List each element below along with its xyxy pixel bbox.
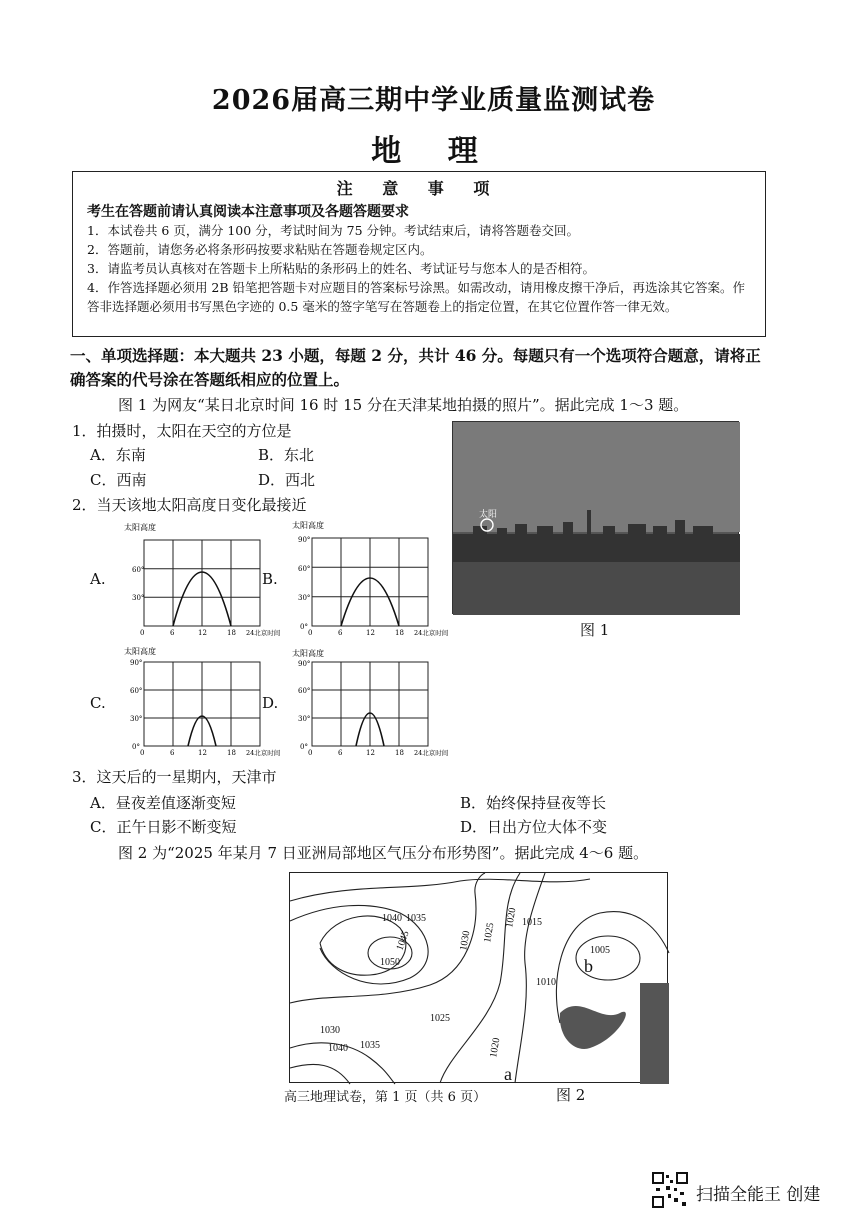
page-footer: 高三地理试卷，第 1 页（共 6 页） [284, 1090, 487, 1105]
y-tick: 60° [298, 687, 311, 695]
x-tick: 18 [395, 749, 404, 757]
point-a-label: a [504, 1064, 512, 1084]
subject-title: 地 理 [371, 134, 496, 169]
figure1-caption: 图 1 [580, 621, 610, 639]
y-tick: 90° [298, 660, 311, 668]
chart-title: 太阳高度 [292, 521, 324, 530]
x-tick: 0 [140, 749, 145, 757]
x-tick: 12 [198, 749, 207, 757]
q2-option-d[interactable]: D. [262, 694, 279, 712]
point-b-label: b [584, 956, 593, 976]
y-tick: 30° [298, 594, 311, 602]
x-tick: 12 [198, 629, 207, 637]
x-tick: 18 [395, 629, 404, 637]
y-tick: 30° [130, 715, 143, 723]
sun-altitude-chart-c [118, 644, 281, 757]
q3-option-a[interactable]: A．昼夜差值逐渐变短 [90, 794, 236, 812]
isobar-label: 1010 [536, 977, 556, 988]
x-tick: 6 [338, 629, 343, 637]
sun-altitude-chart-d [286, 646, 449, 757]
isobar-label: 1015 [522, 917, 542, 928]
isobar-label: 1035 [360, 1040, 380, 1051]
q3-option-d[interactable]: D．日出方位大体不变 [460, 818, 608, 836]
sun-altitude-chart-b [286, 518, 449, 637]
field [453, 562, 740, 615]
y-tick: 0° [300, 623, 308, 631]
x-tick: 24北京时间 [246, 749, 281, 757]
figure2-pressure-map [289, 872, 668, 1083]
x-tick: 24北京时间 [414, 629, 449, 637]
notice-item: 2．答题前，请您务必将条形码按要求粘贴在答题卷规定区内。 [87, 242, 433, 257]
sun-altitude-chart-a [118, 520, 281, 637]
chart-title: 太阳高度 [292, 649, 324, 658]
q2-option-c[interactable]: C. [90, 694, 106, 712]
section-heading: 一、单项选择题：本大题共 23 小题，每题 2 分，共计 46 分。每题只有一个选项符合题意，请将正确答案的代号涂在答题纸相应的位置上。 [70, 346, 761, 389]
notice-subheading: 考生在答题前请认真阅读本注意事项及各题答题要求 [87, 204, 409, 220]
q3-stem: 3．这天后的一星期内，天津市 [72, 768, 277, 786]
q1-option-c[interactable]: C．西南 [90, 471, 147, 489]
isobar-label: 1020 [504, 906, 519, 929]
chart-title: 太阳高度 [124, 523, 156, 532]
x-tick: 12 [366, 629, 375, 637]
y-tick: 0° [132, 743, 140, 751]
y-tick: 60° [130, 687, 143, 695]
x-tick: 12 [366, 749, 375, 757]
qr-code-icon [652, 1172, 688, 1208]
x-tick: 0 [308, 749, 313, 757]
q1-option-d[interactable]: D．西北 [258, 471, 316, 489]
scanner-watermark: 扫描全能王 创建 [696, 1185, 821, 1205]
x-tick: 18 [227, 749, 236, 757]
y-tick: 30° [298, 715, 311, 723]
notice-item: 3．请监考员认真核对在答题卡上所粘贴的条形码上的姓名、考试证号与您本人的是否相符。 [87, 261, 595, 276]
chart-grid [144, 540, 260, 626]
isobar-label: 1050 [380, 957, 400, 968]
y-tick: 0° [300, 743, 308, 751]
q2-option-b[interactable]: B. [262, 570, 278, 588]
isobar-label: 1035 [406, 913, 426, 924]
isobar-label: 1045 [394, 929, 412, 953]
y-tick: 90° [130, 659, 143, 667]
isobar-label: 1030 [320, 1025, 340, 1036]
y-tick: 60° [132, 566, 145, 574]
figure1-photo [452, 421, 739, 614]
isobar-label: 1040 [382, 913, 402, 924]
q3-option-c[interactable]: C．正午日影不断变短 [90, 818, 237, 836]
figure2-caption: 图 2 [556, 1086, 586, 1104]
isobar-label: 1020 [488, 1036, 503, 1059]
x-tick: 0 [140, 629, 145, 637]
q2-stem: 2．当天该地太阳高度日变化最接近 [72, 496, 307, 514]
sun-label: 太阳 [479, 510, 498, 520]
isobar-label: 1025 [482, 921, 497, 944]
y-tick: 90° [298, 536, 311, 544]
notice-item: 4．作答选择题必须用 2B 铅笔把答题卡对应题目的答案标号涂黑。如需改动，请用橡皮擦干净后，再选涂其它答案。作答非选择题必须用书写黑色字迹的 0.5 毫米的签字笔写在答题卷上的指定位置，在其它位置作答一律无效。 [87, 280, 746, 314]
notice-box [72, 171, 766, 337]
isobar-label: 1040 [328, 1043, 348, 1054]
x-tick: 0 [308, 629, 313, 637]
x-tick: 24北京时间 [414, 749, 449, 757]
x-tick: 18 [227, 629, 236, 637]
isobar-label: 1030 [458, 929, 473, 952]
x-tick: 24北京时间 [246, 629, 281, 637]
q1-option-b[interactable]: B．东北 [258, 446, 315, 464]
isobar-label: 1005 [590, 945, 610, 956]
q2-option-a[interactable]: A. [90, 570, 106, 588]
y-tick: 30° [132, 594, 145, 602]
isobar-label: 1025 [430, 1013, 450, 1024]
q3-option-b[interactable]: B．始终保持昼夜等长 [460, 794, 607, 812]
x-tick: 6 [338, 749, 343, 757]
q1-option-a[interactable]: A．东南 [90, 446, 146, 464]
x-tick: 6 [170, 749, 175, 757]
notice-item: 1．本试卷共 6 页，满分 100 分，考试时间为 75 分钟。考试结束后，请将答题卷交回。 [87, 223, 580, 238]
isobar-lines [290, 873, 669, 1084]
land-shading [560, 983, 669, 1084]
intro-figure2: 图 2 为“2025 年某月 7 日亚洲局部地区气压分布形势图”。据此完成 4～6 题。 [118, 844, 649, 862]
exam-title: 2026届高三期中学业质量监测试卷 [211, 85, 656, 116]
intro-figure1: 图 1 为网友“某日北京时间 16 时 15 分在天津某地拍摄的照片”。据此完成 1～3 题。 [118, 396, 689, 414]
y-tick: 60° [298, 565, 311, 573]
chart-title: 太阳高度 [124, 647, 156, 656]
q1-stem: 1．拍摄时，太阳在天空的方位是 [72, 422, 292, 440]
x-tick: 6 [170, 629, 175, 637]
notice-heading: 注 意 事 项 [336, 179, 502, 198]
